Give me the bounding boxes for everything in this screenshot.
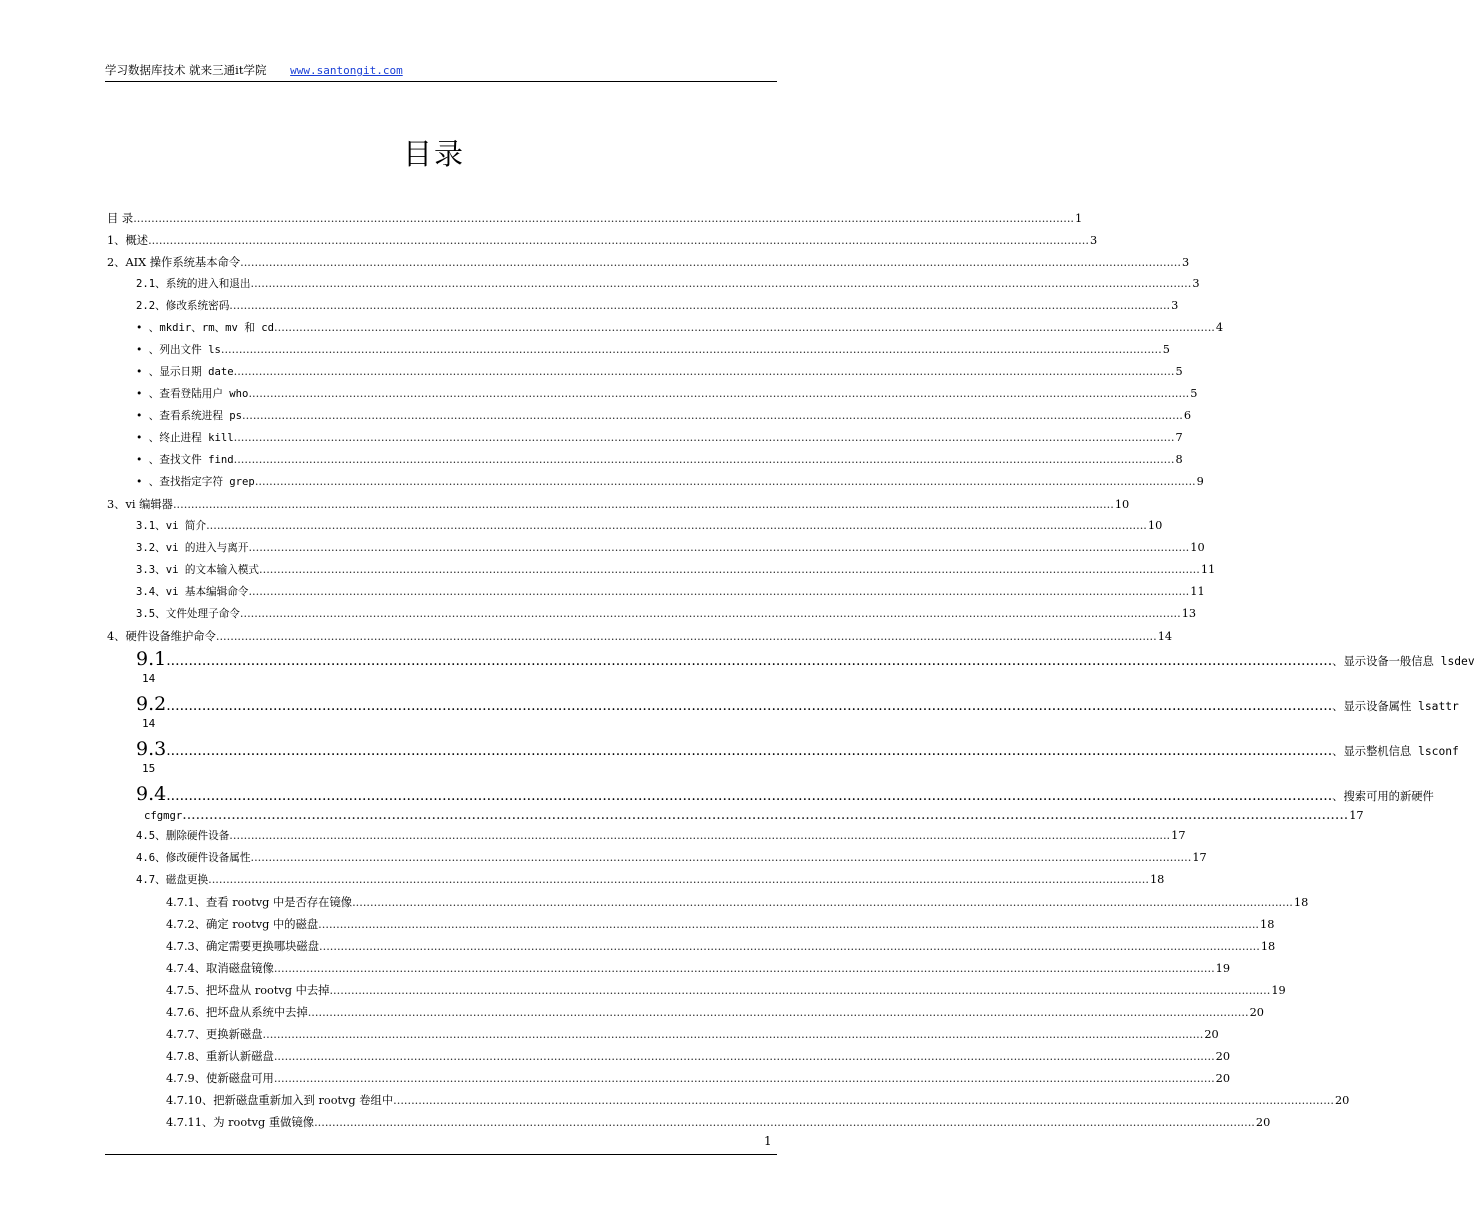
toc-leader-dots: ...................................................................................................................................................................................................................................................................... xyxy=(329,984,1271,997)
toc-leader-dots: ...................................................................................................................................................................................................................................................................... xyxy=(274,321,1215,334)
page-title: 目录 xyxy=(402,137,465,171)
toc-entry-page: 18 xyxy=(1149,873,1165,886)
toc-entry-page: 17 xyxy=(1171,829,1186,842)
toc-entry-page: 3 xyxy=(1181,256,1190,269)
toc-entry-page: 3 xyxy=(1192,277,1200,290)
toc-leader-dots: ...................................................................................................................................................................................................................................................................... xyxy=(352,896,1293,909)
toc-entry-label: 3.5、文件处理子命令 xyxy=(136,608,240,620)
toc-leader-dots: ...................................................................................................................................................................................................................................................................... xyxy=(166,653,1333,669)
toc-entry[interactable] xyxy=(107,628,1173,644)
toc-entry[interactable] xyxy=(136,320,1224,336)
toc-entry-page: 14 xyxy=(1157,630,1173,643)
toc-entry-label: • 、显示日期 date xyxy=(136,366,234,378)
toc-leader-dots: ...................................................................................................................................................................................................................................................................... xyxy=(318,918,1260,931)
header-site-link[interactable]: www.santongit.com xyxy=(290,64,403,77)
toc-entry[interactable] xyxy=(136,276,1200,292)
toc-entry[interactable] xyxy=(166,960,1231,976)
toc-entry[interactable] xyxy=(136,540,1205,556)
toc-entry-label: 4.6、修改硬件设备属性 xyxy=(136,852,251,864)
toc-leader-dots: ...................................................................................................................................................................................................................................................................... xyxy=(242,409,1183,422)
toc-entry-page: 8 xyxy=(1175,453,1183,466)
toc-leader-dots: ...................................................................................................................................................................................................................................................................... xyxy=(233,365,1175,378)
toc-leader-dots: ...................................................................................................................................................................................................................................................................... xyxy=(248,585,1190,598)
toc-entry[interactable] xyxy=(107,232,1098,248)
toc-entry-label: 4.7.1、查看 rootvg 中是否存在镜像 xyxy=(166,896,353,909)
toc-entry-label: 4.5、删除硬件设备 xyxy=(136,830,230,842)
toc-section-number: 9.3 xyxy=(136,738,167,760)
toc-section-label: 、显示设备一般信息 lsdev xyxy=(1332,655,1475,668)
toc-entry[interactable] xyxy=(166,1070,1231,1086)
header-text: 学习数据库技术 就来三通it学院 xyxy=(105,63,267,77)
toc-entry-label: 4.7、磁盘更换 xyxy=(136,874,209,886)
toc-entry-label: 4.7.6、把坏盘从系统中去掉 xyxy=(166,1006,308,1019)
toc-leader-dots: ...................................................................................................................................................................................................................................................................... xyxy=(259,563,1200,576)
toc-leader-dots: ...................................................................................................................................................................................................................................................................... xyxy=(248,387,1190,400)
toc-entry-page: 17 xyxy=(1192,851,1207,864)
toc-entry-label: 3.2、vi 的进入与离开 xyxy=(136,542,249,554)
toc-entry-page: 20 xyxy=(1334,1094,1350,1107)
toc-leader-dots: ...................................................................................................................................................................................................................................................................... xyxy=(239,607,1181,620)
toc-entry-page: 15 xyxy=(142,762,156,775)
toc-entry-label: • 、查看登陆用户 who xyxy=(136,388,249,400)
toc-entry-label: • 、列出文件 ls xyxy=(136,344,221,356)
toc-entry-page: 4 xyxy=(1215,321,1224,334)
toc-entry[interactable] xyxy=(166,1114,1271,1130)
toc-entry-page: 3 xyxy=(1089,234,1098,247)
toc-entry[interactable] xyxy=(166,1092,1350,1108)
toc-entry-label: 2、AIX 操作系统基本命令 xyxy=(107,256,241,269)
toc-entry[interactable] xyxy=(136,386,1198,402)
toc-entry[interactable] xyxy=(136,408,1192,424)
toc-entry[interactable] xyxy=(166,916,1275,932)
toc-entry-page: 20 xyxy=(1215,1050,1231,1063)
toc-entry-page: 14 xyxy=(142,672,156,685)
toc-entry-page: 11 xyxy=(1200,563,1216,576)
toc-entry-label: 3.4、vi 基本编辑命令 xyxy=(136,586,249,598)
toc-entry-label: 4.7.11、为 rootvg 重做镜像 xyxy=(166,1116,315,1129)
toc-entry-label: 4.7.9、使新磁盘可用 xyxy=(166,1072,274,1085)
toc-entry[interactable] xyxy=(136,850,1207,866)
toc-leader-dots: ...................................................................................................................................................................................................................................................................... xyxy=(273,962,1215,975)
toc-section-entry[interactable] xyxy=(136,693,1459,737)
toc-entry[interactable] xyxy=(136,474,1204,490)
toc-leader-dots: ...................................................................................................................................................................................................................................................................... xyxy=(166,743,1333,759)
toc-leader-dots: ...................................................................................................................................................................................................................................................................... xyxy=(240,256,1181,269)
toc-entry[interactable] xyxy=(166,938,1276,954)
toc-leader-dots: ...................................................................................................................................................................................................................................................................... xyxy=(233,453,1175,466)
toc-entry[interactable] xyxy=(136,872,1165,888)
toc-leader-dots: ...................................................................................................................................................................................................................................................................... xyxy=(229,299,1171,312)
toc-leader-dots: ...................................................................................................................................................................................................................................................................... xyxy=(262,1028,1204,1041)
toc-leader-dots: ...................................................................................................................................................................................................................................................................... xyxy=(148,234,1089,247)
toc-entry[interactable] xyxy=(166,1048,1231,1064)
toc-entry-label: 2.1、系统的进入和退出 xyxy=(136,278,251,290)
toc-leader-dots: ...................................................................................................................................................................................................................................................................... xyxy=(319,940,1260,953)
toc-entry[interactable] xyxy=(136,430,1183,446)
toc-entry-label: 1、概述 xyxy=(107,234,149,247)
toc-section-label: 、显示设备属性 lsattr xyxy=(1332,700,1459,713)
toc-leader-dots: ...................................................................................................................................................................................................................................................................... xyxy=(273,1050,1215,1063)
toc-entry-label: 3、vi 编辑器 xyxy=(107,498,173,511)
toc-section-label: 、搜索可用的新硬件 xyxy=(1332,790,1434,803)
page-number: 1 xyxy=(764,1134,772,1148)
toc-entry-label: 4.7.10、把新磁盘重新加入到 rootvg 卷组中 xyxy=(166,1094,394,1107)
toc-entry-page: 20 xyxy=(1255,1116,1271,1129)
toc-entry-page: 19 xyxy=(1271,984,1286,997)
toc-leader-dots: ...................................................................................................................................................................................................................................................................... xyxy=(307,1006,1249,1019)
toc-entry-label: • 、查找文件 find xyxy=(136,454,234,466)
toc-entry-page: 17 xyxy=(1349,809,1364,822)
page-header xyxy=(105,62,777,82)
toc-entry-page: 20 xyxy=(1215,1072,1231,1085)
toc-entry-label: • 、查看系统进程 ps xyxy=(136,410,243,422)
toc-leader-dots: ...................................................................................................................................................................................................................................................................... xyxy=(133,212,1075,225)
toc-entry-page: 5 xyxy=(1162,343,1170,356)
toc-entry-page: 10 xyxy=(1190,541,1205,554)
toc-entry-page: 9 xyxy=(1196,475,1204,488)
toc-entry[interactable] xyxy=(136,518,1163,534)
toc-entry-page: 13 xyxy=(1181,607,1197,620)
toc-entry-page: 18 xyxy=(1293,896,1309,909)
toc-leader-dots: ...................................................................................................................................................................................................................................................................... xyxy=(166,698,1333,714)
toc-entry-page: 1 xyxy=(1075,212,1083,225)
toc-entry[interactable] xyxy=(136,298,1179,314)
toc-leader-dots: ...................................................................................................................................................................................................................................................................... xyxy=(250,277,1192,290)
toc-entry-page: 10 xyxy=(1147,519,1163,532)
toc-entry-page: 3 xyxy=(1171,299,1179,312)
toc-entry[interactable] xyxy=(166,1026,1219,1042)
toc-entry-label: 4、硬件设备维护命令 xyxy=(107,630,216,643)
toc-leader-dots: ...................................................................................................................................................................................................................................................................... xyxy=(229,829,1171,842)
toc-entry[interactable] xyxy=(136,342,1170,358)
toc-entry[interactable] xyxy=(136,584,1205,600)
toc-entry-label: • 、查找指定字符 grep xyxy=(136,476,255,488)
toc-entry[interactable] xyxy=(136,452,1183,468)
toc-leader-dots: ...................................................................................................................................................................................................................................................................... xyxy=(208,873,1149,886)
toc-leader-dots: ...................................................................................................................................................................................................................................................................... xyxy=(215,630,1157,643)
toc-section-entry[interactable] xyxy=(136,783,1434,827)
toc-entry-page: 5 xyxy=(1190,387,1198,400)
toc-entry[interactable] xyxy=(166,894,1309,910)
toc-entry[interactable] xyxy=(136,606,1197,622)
toc-entry-label: 4.7.3、确定需要更换哪块磁盘 xyxy=(166,940,320,953)
toc-entry[interactable] xyxy=(136,562,1216,578)
toc-section-label: 、显示整机信息 lsconf xyxy=(1332,745,1459,758)
toc-leader-dots: ...................................................................................................................................................................................................................................................................... xyxy=(314,1116,1255,1129)
toc-entry[interactable] xyxy=(136,828,1186,844)
toc-section-number: 9.1 xyxy=(136,648,167,670)
toc-entry[interactable] xyxy=(107,496,1130,512)
toc-leader-dots: ...................................................................................................................................................................................................................................................................... xyxy=(254,475,1196,488)
toc-section-number: 9.2 xyxy=(136,693,167,715)
toc-entry-label: 4.7.4、取消磁盘镜像 xyxy=(166,962,274,975)
toc-entry[interactable] xyxy=(166,1004,1264,1020)
toc-entry-page: 14 xyxy=(142,717,156,730)
toc-leader-dots: ...................................................................................................................................................................................................................................................................... xyxy=(273,1072,1215,1085)
toc-leader-dots: ...................................................................................................................................................................................................................................................................... xyxy=(250,851,1192,864)
toc-entry-label: 目 录 xyxy=(107,212,134,225)
toc-entry[interactable] xyxy=(166,982,1286,998)
toc-entry-label: 4.7.7、更换新磁盘 xyxy=(166,1028,263,1041)
toc-entry-label: 3.3、vi 的文本输入模式 xyxy=(136,564,260,576)
toc-entry-page: 19 xyxy=(1215,962,1231,975)
toc-entry-page: 6 xyxy=(1183,409,1192,422)
toc-entry-page: 20 xyxy=(1204,1028,1219,1041)
toc-leader-dots: ...................................................................................................................................................................................................................................................................... xyxy=(220,343,1162,356)
toc-entry-label: 4.7.5、把坏盘从 rootvg 中去掉 xyxy=(166,984,330,997)
toc-entry-page: 20 xyxy=(1249,1006,1264,1019)
toc-entry-page: 18 xyxy=(1260,918,1275,931)
toc-entry-label: • 、终止进程 kill xyxy=(136,432,234,444)
toc-section-number: 9.4 xyxy=(136,783,167,805)
toc-entry-page: 11 xyxy=(1190,585,1205,598)
toc-entry-label: cfgmgr xyxy=(144,810,183,822)
toc-entry[interactable] xyxy=(107,210,1083,226)
toc-leader-dots: ...................................................................................................................................................................................................................................................................... xyxy=(233,431,1175,444)
toc-section-entry[interactable] xyxy=(136,738,1459,782)
toc-entry-label: 3.1、vi 简介 xyxy=(136,520,207,532)
toc-leader-dots: ...................................................................................................................................................................................................................................................................... xyxy=(182,807,1349,823)
toc-entry-label: 4.7.8、重新认新磁盘 xyxy=(166,1050,274,1063)
toc-entry-label: 4.7.2、确定 rootvg 中的磁盘 xyxy=(166,918,319,931)
toc-entry-page: 7 xyxy=(1175,431,1183,444)
toc-leader-dots: ...................................................................................................................................................................................................................................................................... xyxy=(206,519,1147,532)
footer-rule xyxy=(105,1154,777,1155)
toc-leader-dots: ...................................................................................................................................................................................................................................................................... xyxy=(166,788,1333,804)
toc-entry-label: 2.2、修改系统密码 xyxy=(136,300,230,312)
toc-section-entry[interactable] xyxy=(136,648,1475,692)
toc-leader-dots: ...................................................................................................................................................................................................................................................................... xyxy=(393,1094,1334,1107)
toc-entry[interactable] xyxy=(107,254,1190,270)
toc-entry-page: 5 xyxy=(1175,365,1183,378)
toc-leader-dots: ...................................................................................................................................................................................................................................................................... xyxy=(248,541,1190,554)
toc-leader-dots: ...................................................................................................................................................................................................................................................................... xyxy=(172,498,1114,511)
toc-entry-page: 10 xyxy=(1114,498,1130,511)
toc-entry[interactable] xyxy=(136,364,1183,380)
toc-entry-label: • 、mkdir、rm、mv 和 cd xyxy=(136,322,275,334)
toc-entry-page: 18 xyxy=(1260,940,1276,953)
toc-section-continuation xyxy=(144,807,1364,823)
